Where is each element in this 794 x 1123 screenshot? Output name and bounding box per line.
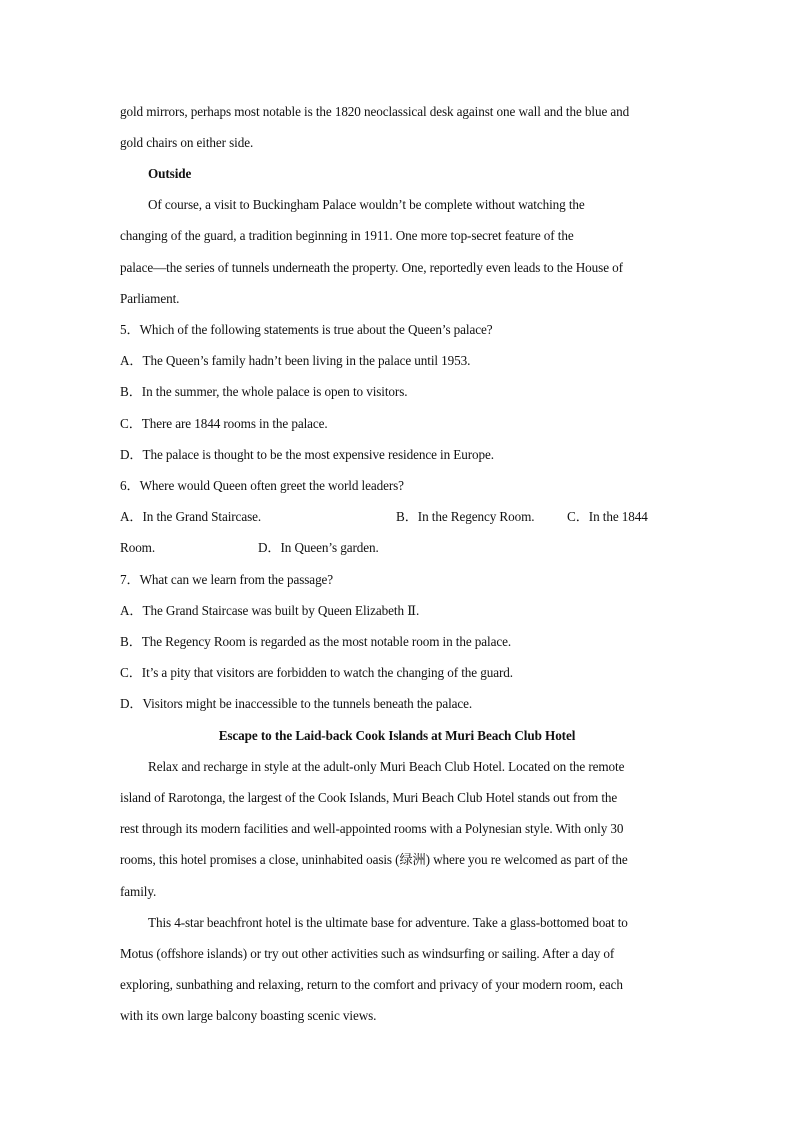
question-7-option-d: D．Visitors might be inaccessible to the tunnels beneath the palace.	[120, 696, 473, 711]
question-5-option-d: D．The palace is thought to be the most expensive residence in Europe.	[120, 447, 494, 462]
passage2-paragraph-2-line-4: with its own large balcony boasting scenic views.	[120, 1008, 377, 1023]
passage2-paragraph-2-line-2: Motus (offshore islands) or try out other activities such as windsurfing or sailing. After a day of	[120, 946, 615, 961]
question-6-option-b: B．In the Regency Room.	[396, 509, 535, 524]
passage1-continuation-line-2: gold chairs on either side.	[120, 135, 254, 150]
question-6-option-d: D．In Queen’s garden.	[258, 540, 379, 555]
outside-paragraph-line-2: changing of the guard, a tradition beginning in 1911. One more top-secret feature of the	[120, 228, 574, 243]
passage2-paragraph-2-line-3: exploring, sunbathing and relaxing, return to the comfort and privacy of your modern room, each	[120, 977, 623, 992]
question-5-option-a: A．The Queen’s family hadn’t been living in the palace until 1953.	[120, 353, 471, 368]
outside-paragraph-line-3: palace—the series of tunnels underneath the property. One, reportedly even leads to the House of	[120, 260, 623, 275]
question-7-option-b: B．The Regency Room is regarded as the most notable room in the palace.	[120, 634, 512, 649]
passage2-paragraph-1-line-4: rooms, this hotel promises a close, uninhabited oasis (绿洲) where you re welcomed as part of the	[120, 852, 628, 867]
question-6-option-c-continued: Room.	[120, 540, 156, 555]
passage2-paragraph-1-line-5: family.	[120, 884, 157, 899]
outside-paragraph-line-1: Of course, a visit to Buckingham Palace wouldn’t be complete without watching the	[148, 197, 585, 212]
passage2-paragraph-2-line-1: This 4-star beachfront hotel is the ultimate base for adventure. Take a glass-bottomed boat to	[148, 915, 628, 930]
question-7-option-a: A．The Grand Staircase was built by Queen Elizabeth Ⅱ.	[120, 603, 420, 618]
question-6-option-a: A．In the Grand Staircase.	[120, 509, 262, 524]
question-7-option-c: C．It’s a pity that visitors are forbidden to watch the changing of the guard.	[120, 665, 513, 680]
question-6-stem: 6．Where would Queen often greet the world leaders?	[120, 478, 404, 493]
passage2-paragraph-1-line-2: island of Rarotonga, the largest of the Cook Islands, Muri Beach Club Hotel stands out from the	[120, 790, 618, 805]
passage2-paragraph-1-line-1: Relax and recharge in style at the adult-only Muri Beach Club Hotel. Located on the remote	[148, 759, 625, 774]
question-5-stem: 5．Which of the following statements is true about the Queen’s palace?	[120, 322, 493, 337]
question-5-option-b: B．In the summer, the whole palace is open to visitors.	[120, 384, 408, 399]
question-6-option-c: C．In the 1844	[567, 509, 648, 524]
question-5-option-c: C．There are 1844 rooms in the palace.	[120, 416, 328, 431]
question-7-stem: 7．What can we learn from the passage?	[120, 572, 334, 587]
outside-heading: Outside	[148, 166, 192, 181]
outside-paragraph-line-4: Parliament.	[120, 291, 180, 306]
passage1-continuation-line-1: gold mirrors, perhaps most notable is the 1820 neoclassical desk against one wall and the blue and	[120, 104, 630, 119]
passage2-paragraph-1-line-3: rest through its modern facilities and well-appointed rooms with a Polynesian style. With only 30	[120, 821, 624, 836]
passage2-title: Escape to the Laid-back Cook Islands at Muri Beach Club Hotel	[218, 728, 576, 743]
